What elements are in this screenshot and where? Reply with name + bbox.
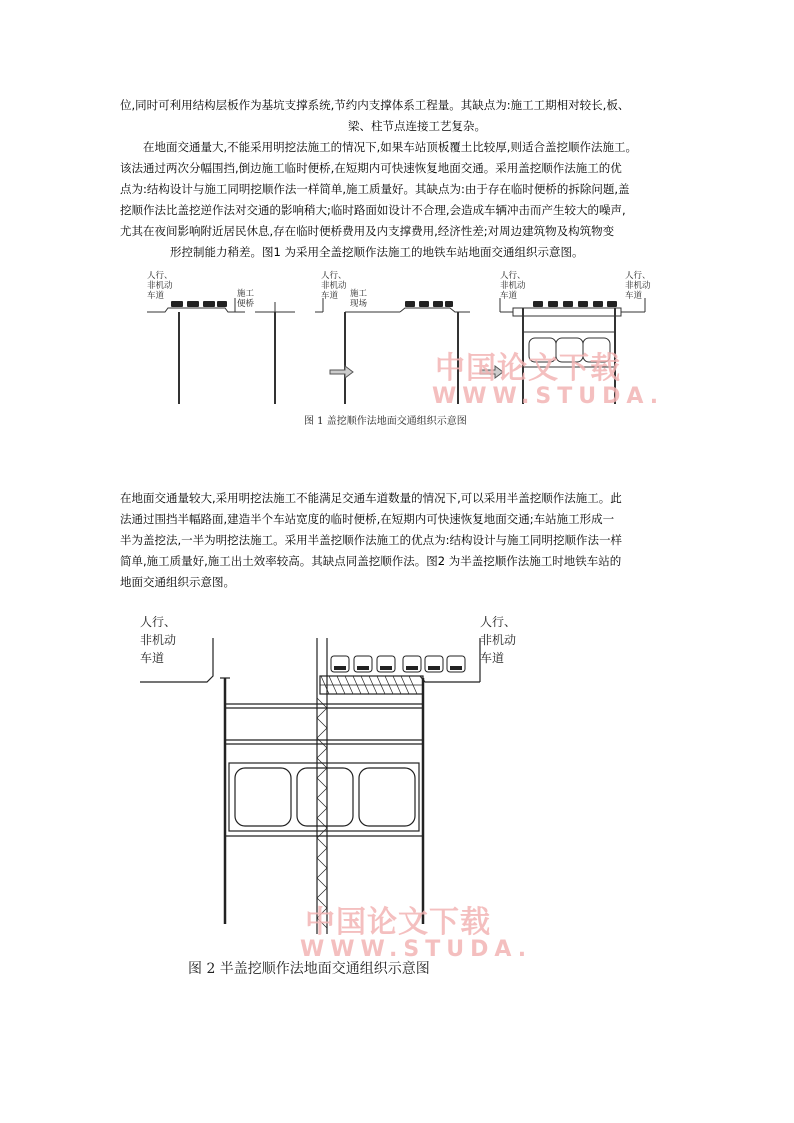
text-line: 法通过围挡半幅路面,建造半个车站宽度的临时便桥,在短期内可快速恢复地面交通;车站施工形成一 (120, 512, 615, 526)
text-line: 点为:结构设计与施工同明挖顺作法一样简单,施工质量好。其缺点为:由于存在临时便桥的拆除问题,盖 (120, 182, 630, 196)
text-line: 形控制能力稍差。图1 为采用全盖挖顺作法施工的地铁车站地面交通组织示意图。 (170, 245, 584, 259)
fig1-label-ped-right-0: 人行、 (625, 271, 651, 281)
text-line: 在地面交通量大,不能采用明挖法施工的情况下,如果车站顶板覆土比较厚,则适合盖挖顺作法施工。 (143, 140, 637, 154)
fig1-label-site-0: 施工 (350, 289, 368, 299)
text-line: 在地面交通量较大,采用明挖法施工不能满足交通车道数量的情况下,可以采用半盖挖顺作法施工。此 (120, 491, 622, 505)
fig1-label-ped-mid2-0: 人行、 (500, 271, 526, 281)
fig1-label-ped-right-2: 车道 (625, 291, 643, 301)
fig2-label-ped-right-1: 非机动 (480, 633, 517, 647)
text-line: 梁、柱节点连接工艺复杂。 (348, 119, 486, 133)
fig1-label-ped-left-0: 人行、 (147, 271, 173, 281)
fig1-label-bridge-1: 便桥 (237, 299, 255, 309)
text-line: 尤其在夜间影响附近居民休息,存在临时便桥费用及内支撑费用,经济性差;对周边建筑物及构筑物变 (120, 224, 615, 238)
fig1-label-ped-left-1: 非机动 (147, 281, 173, 291)
text-line: 半为盖挖法,一半为明挖法施工。采用半盖挖顺作法施工的优点为:结构设计与施工同明挖顺作法一样 (120, 533, 623, 547)
fig2-label-ped-left-1: 非机动 (140, 633, 177, 647)
fig2-label-ped-right-0: 人行、 (480, 615, 517, 629)
text-line: 该法通过两次分幅围挡,倒边施工临时便桥,在短期内可快速恢复地面交通。采用盖挖顺作法施工的优 (120, 161, 622, 175)
figure-2 (135, 608, 555, 938)
figure-2-diagram (135, 608, 555, 938)
fig1-label-site-1: 现场 (350, 299, 368, 309)
fig1-label-ped-mid-0: 人行、 (321, 271, 347, 281)
watermark-en-2: WWW.STUDA. (300, 937, 533, 962)
fig2-label-ped-left-0: 人行、 (140, 615, 177, 629)
fig1-label-ped-mid-1: 非机动 (321, 281, 347, 291)
text-line: 地面交通组织示意图。 (120, 575, 235, 589)
watermark-cn-2: 中国论文下载 (305, 905, 491, 940)
fig1-label-ped-mid2-2: 车道 (500, 291, 518, 301)
fig1-label-ped-mid2-1: 非机动 (500, 281, 526, 291)
fig1-label-bridge-0: 施工 (237, 289, 255, 299)
text-line: 位,同时可利用结构层板作为基坑支撑系统,节约内支撑体系工程量。其缺点为:施工工期相对较长,板、 (120, 98, 630, 112)
watermark-en: WWW.STUDA. (432, 384, 665, 409)
text-line: 挖顺作法比盖挖逆作法对交通的影响稍大;临时路面如设计不合理,会造成车辆冲击而产生较大的噪声, (120, 203, 626, 217)
fig1-label-ped-right-1: 非机动 (625, 281, 651, 291)
fig2-label-ped-left-2: 车道 (140, 651, 165, 665)
fig2-label-ped-right-2: 车道 (480, 651, 505, 665)
watermark-cn: 中国论文下载 (435, 351, 621, 386)
figure-2-caption: 图 2 半盖挖顺作法地面交通组织示意图 (188, 961, 430, 977)
text-line: 简单,施工质量好,施工出土效率较高。其缺点同盖挖顺作法。图2 为半盖挖顺作法施工时地铁车站的 (120, 554, 622, 568)
fig1-label-ped-left-2: 车道 (147, 291, 165, 301)
fig1-label-ped-mid-2: 车道 (321, 291, 339, 301)
figure-1-caption: 图 1 盖挖顺作法地面交通组织示意图 (304, 416, 467, 427)
